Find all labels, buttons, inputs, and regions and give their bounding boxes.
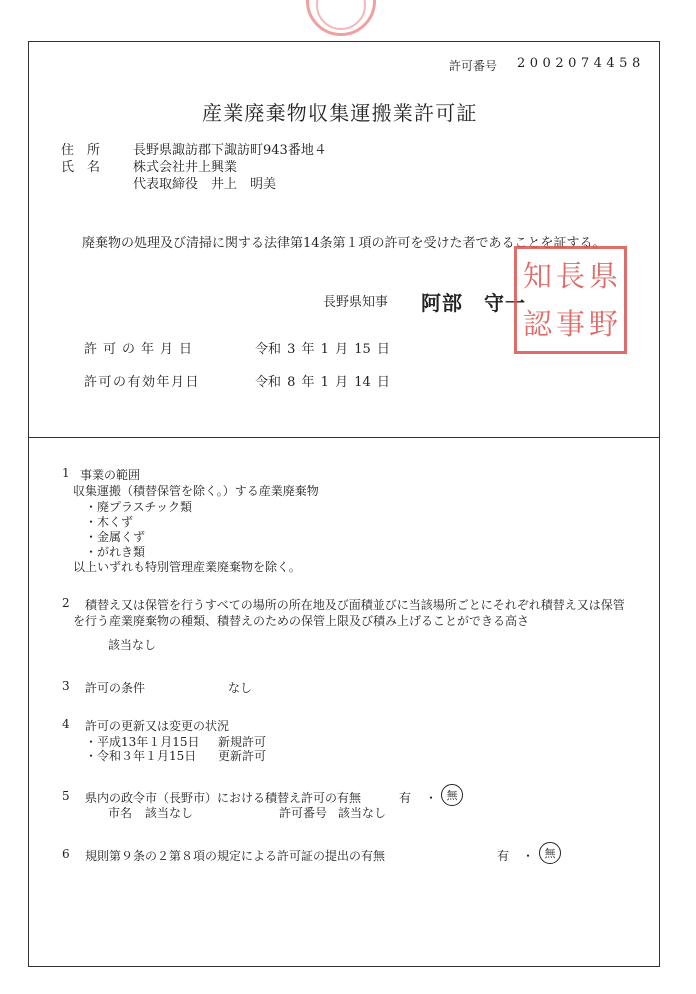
seal-char: 知 bbox=[522, 259, 552, 293]
section-1-heading: 事業の範囲 bbox=[80, 468, 141, 482]
section-6-label: 規則第９条の２第８項の規定による許可証の提出の有無 bbox=[85, 849, 386, 863]
section-5-number: 5 bbox=[62, 789, 70, 803]
section-3-label: 許可の条件 bbox=[85, 681, 146, 695]
seal-char: 長 bbox=[555, 259, 585, 293]
section-4-entry-type: 新規許可 bbox=[218, 735, 267, 749]
section-4-entry-date: ・平成13年１月15日 bbox=[85, 735, 200, 749]
section-6-no-circled: 無 bbox=[539, 842, 561, 864]
address-value: 長野県諏訪郡下諏訪町943番地４ bbox=[133, 143, 327, 158]
document-title: 産業廃棄物収集運搬業許可証 bbox=[202, 101, 478, 125]
section-6-number: 6 bbox=[62, 847, 70, 861]
issuer-name: 阿部 守一 bbox=[421, 291, 526, 315]
section-4-heading: 許可の更新又は変更の状況 bbox=[85, 719, 230, 733]
seal-char: 認 bbox=[522, 307, 552, 341]
section-6-dot: ・ bbox=[522, 849, 535, 863]
section-1-item: ・金属くず bbox=[85, 530, 146, 544]
section-5-city-label: 市名 bbox=[108, 806, 133, 820]
section-1-item: ・木くず bbox=[85, 515, 134, 529]
section-1-number: 1 bbox=[62, 466, 70, 480]
section-5-no-circled: 無 bbox=[441, 784, 463, 806]
section-3-value: なし bbox=[228, 681, 253, 695]
section-5-yes: 有 bbox=[399, 791, 412, 805]
section-2-line-1: 積替え又は保管を行うすべての場所の所在地及び面積並びに当該場所ごとにそれぞれ積替え又は保管 bbox=[85, 598, 625, 612]
section-divider bbox=[28, 437, 660, 438]
section-3-number: 3 bbox=[62, 679, 70, 693]
section-4-number: 4 bbox=[62, 717, 70, 731]
seal-char: 県 bbox=[588, 259, 618, 293]
permit-number-label: 許可番号 bbox=[449, 59, 498, 73]
section-1-item: ・廃プラスチック類 bbox=[85, 500, 193, 514]
issuer-title: 長野県知事 bbox=[323, 295, 389, 310]
section-6-yes: 有 bbox=[497, 849, 510, 863]
seal-char: 野 bbox=[588, 307, 618, 341]
expiry-date-label: 許可の有効年月日 bbox=[84, 375, 201, 390]
section-5-city-value: 該当なし bbox=[145, 806, 194, 820]
section-2-number: 2 bbox=[62, 596, 70, 610]
section-5-label: 県内の政令市（長野市）における積替え許可の有無 bbox=[85, 791, 362, 805]
representative-name: 代表取締役 井上 明美 bbox=[133, 177, 277, 192]
issue-date-label: 許可の年月日 bbox=[84, 342, 199, 357]
governor-seal bbox=[514, 246, 627, 354]
seal-char: 事 bbox=[555, 307, 585, 341]
section-4-entry-type: 更新許可 bbox=[218, 749, 267, 763]
section-1-line: 収集運搬（積替保管を除く。）する産業廃棄物 bbox=[73, 484, 319, 498]
section-5-permit-label: 許可番号 bbox=[279, 806, 328, 820]
section-2-line-2: を行う産業廃棄物の種類、積替えのための保管上限及び積み上げることができる高さ bbox=[73, 614, 530, 628]
company-name: 株式会社井上興業 bbox=[133, 160, 238, 175]
permit-number: 2002074458 bbox=[517, 56, 645, 71]
address-label: 住 所 bbox=[61, 143, 101, 158]
name-label: 氏 名 bbox=[61, 160, 101, 175]
certification-text: 廃棄物の処理及び清掃に関する法律第14条第１項の許可を受けた者であることを証する。 bbox=[82, 236, 606, 251]
section-5-permit-value: 該当なし bbox=[338, 806, 387, 820]
expiry-date: 令和 8 年 1 月 14 日 bbox=[255, 375, 390, 390]
issue-date: 令和 3 年 1 月 15 日 bbox=[255, 342, 390, 357]
section-4-entry-date: ・令和３年１月15日 bbox=[85, 749, 197, 763]
section-2-value: 該当なし bbox=[108, 638, 157, 652]
section-5-dot: ・ bbox=[425, 791, 438, 805]
section-1-note: 以上いずれも特別管理産業廃棄物を除く。 bbox=[73, 560, 301, 574]
section-1-item: ・がれき類 bbox=[85, 545, 146, 559]
